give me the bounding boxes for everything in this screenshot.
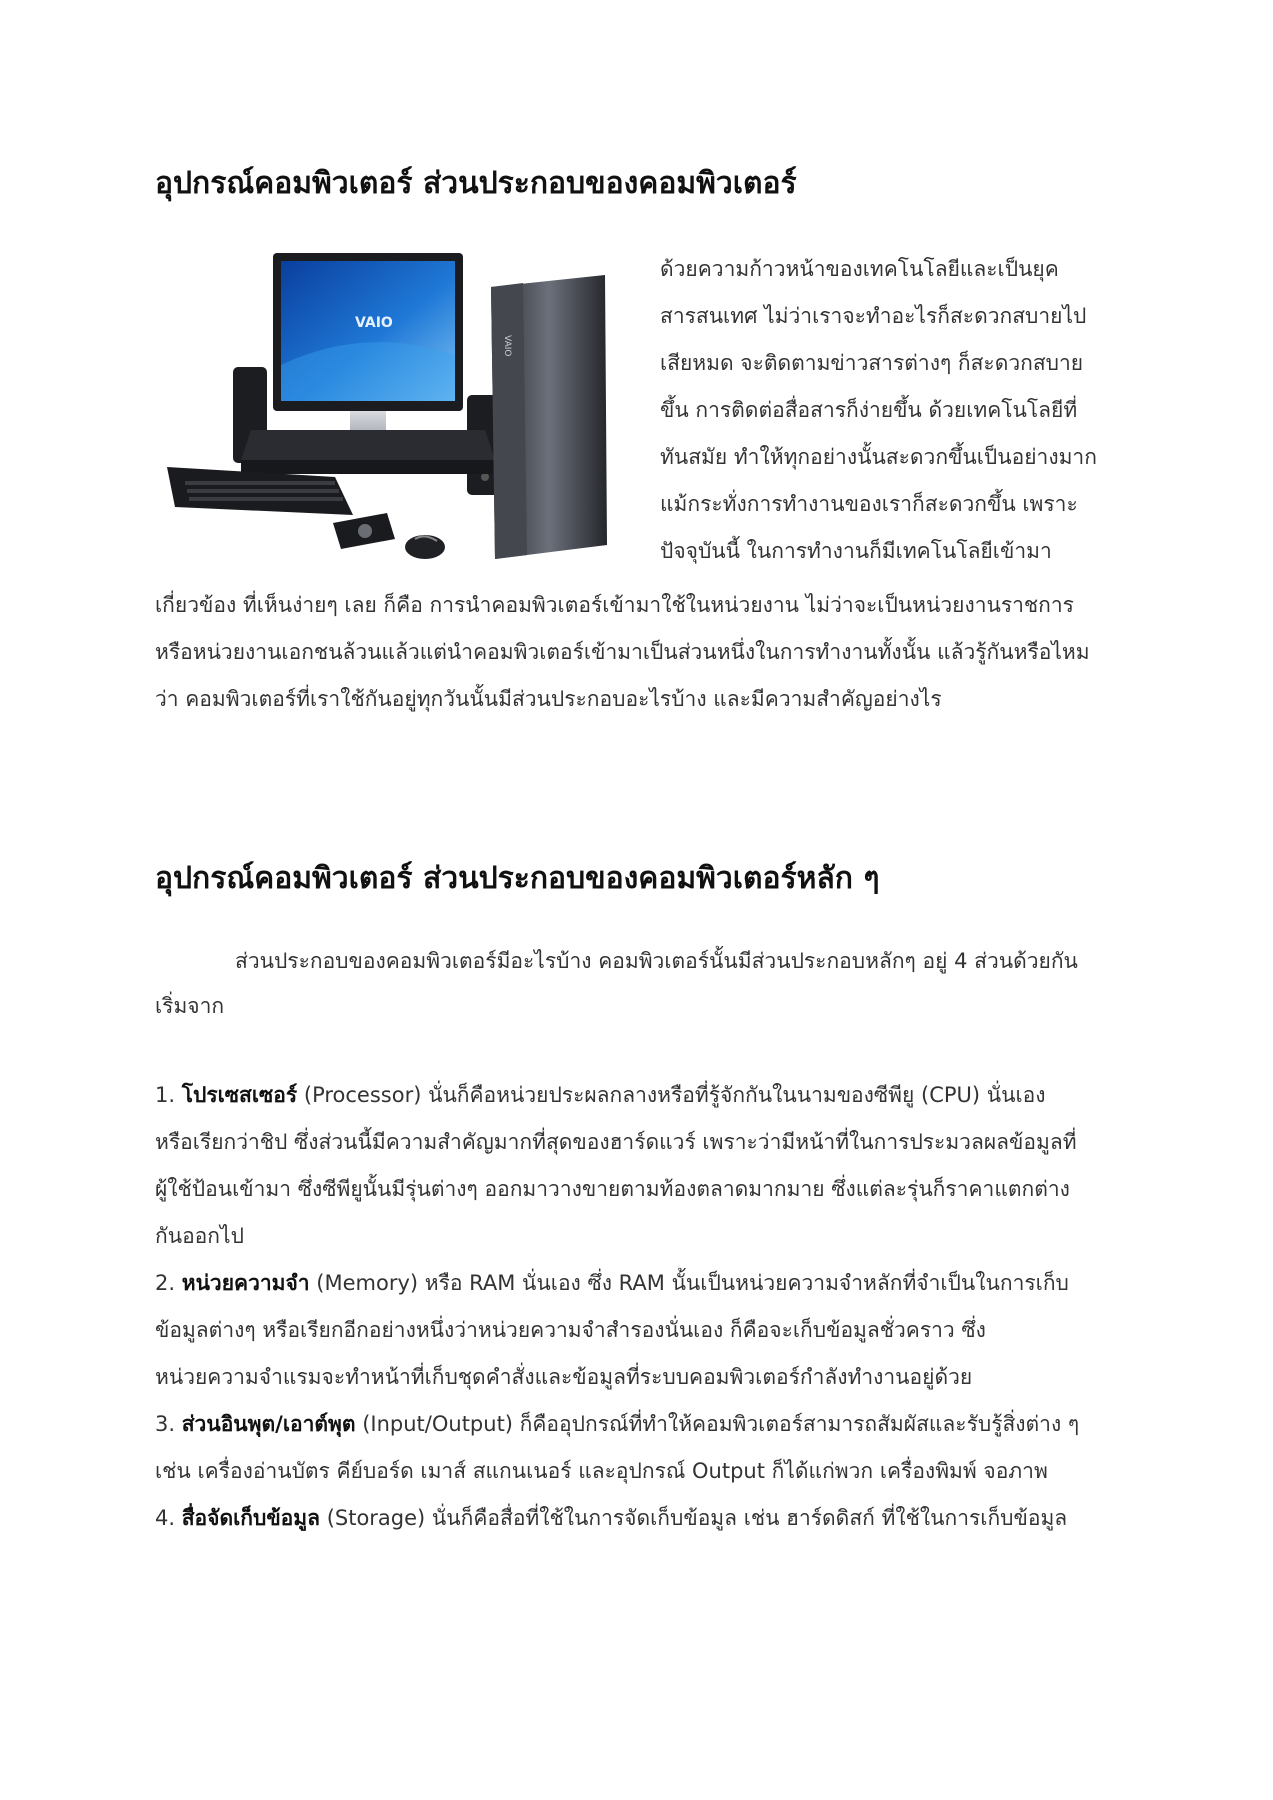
section2-title: อุปกรณ์คอมพิวเตอร์ ส่วนประกอบของคอมพิวเตอร์หลัก ๆ (155, 861, 880, 896)
list-item-memory: 2. หน่วยความจำ (Memory) หรือ RAM นั่นเอง ซึ่ง RAM นั้นเป็นหน่วยความจำหลักที่จำเป็นในการเก็บ (155, 1271, 1069, 1295)
paragraph-line: ด้วยความก้าวหน้าของเทคโนโลยีและเป็นยุค (660, 257, 1059, 281)
list-item-line: เช่น เครื่องอ่านบัตร คีย์บอร์ด เมาส์ สแกนเนอร์ และอุปกรณ์ Output ก็ได้แก่พวก เครื่องพิมพ์ จอภาพ (155, 1459, 1048, 1483)
section1-title: อุปกรณ์คอมพิวเตอร์ ส่วนประกอบของคอมพิวเตอร์ (155, 166, 797, 201)
term-storage: สื่อจัดเก็บข้อมูล (181, 1506, 321, 1530)
paragraph-line: แม้กระทั่งการทำงานของเราก็สะดวกขึ้น เพราะ (660, 492, 1078, 516)
list-item-line: ข้อมูลต่างๆ หรือเรียกอีกอย่างหนึ่งว่าหน่วยความจำสำรองนั่นเอง ก็คือจะเก็บข้อมูลชั่วคราว ซึ่ง (155, 1318, 986, 1342)
term-processor: โปรเซสเซอร์ (181, 1083, 298, 1107)
lead-line: ส่วนประกอบของคอมพิวเตอร์มีอะไรบ้าง คอมพิวเตอร์นั้นมีส่วนประกอบหลักๆ อยู่ 4 ส่วนด้วยกัน (235, 949, 1078, 973)
paragraph-line: หรือหน่วยงานเอกชนล้วนแล้วแต่นำคอมพิวเตอร์เข้ามาเป็นส่วนหนึ่งในการทำงานทั้งนั้น แล้วรู้กันหรือไหม (155, 640, 1090, 664)
tower-logo: VAIO (502, 335, 512, 357)
desktop-computer-photo-icon (155, 245, 635, 570)
list-item-line: กันออกไป (155, 1224, 244, 1248)
paragraph-line: เสียหมด จะติดตามข่าวสารต่างๆ ก็สะดวกสบาย (660, 351, 1084, 375)
list-item-line: หน่วยความจำแรมจะทำหน้าที่เก็บชุดคำสั่งและข้อมูลที่ระบบคอมพิวเตอร์กำลังทำงานอยู่ด้วย (155, 1365, 973, 1389)
list-item-input-output: 3. ส่วนอินพุต/เอาต์พุต (Input/Output) ก็คืออุปกรณ์ที่ทำให้คอมพิวเตอร์สามารถสัมผัสและรับรู้สิ่งต่าง ๆ (155, 1412, 1080, 1436)
list-item-line: หรือเรียกว่าชิป ซึ่งส่วนนี้มีความสำคัญมากที่สุดของฮาร์ดแวร์ เพราะว่ามีหน้าที่ในการประมวลผลข้อมูลที่ (155, 1130, 1077, 1154)
paragraph-line: ขึ้น การติดต่อสื่อสารก็ง่ายขึ้น ด้วยเทคโนโลยีที่ (660, 398, 1078, 422)
lead-line: เริ่มจาก (155, 994, 225, 1018)
term-memory: หน่วยความจำ (181, 1271, 310, 1295)
list-item-processor: 1. โปรเซสเซอร์ (Processor) นั่นก็คือหน่วยประผลกลางหรือที่รู้จักกันในนามของซีพียู (CPU) นั่นเอง (155, 1083, 1046, 1107)
paragraph-line: สารสนเทศ ไม่ว่าเราจะทำอะไรก็สะดวกสบายไป (660, 304, 1087, 328)
paragraph-line: เกี่ยวข้อง ที่เห็นง่ายๆ เลย ก็คือ การนำคอมพิวเตอร์เข้ามาใช้ในหน่วยงาน ไม่ว่าจะเป็นหน่วยงานราชการ (155, 593, 1074, 617)
paragraph-line: ทันสมัย ทำให้ทุกอย่างนั้นสะดวกขึ้นเป็นอย่างมาก (660, 445, 1097, 469)
monitor-logo: VAIO (355, 315, 393, 331)
list-item-line: ผู้ใช้ป้อนเข้ามา ซึ่งซีพียูนั้นมีรุ่นต่างๆ ออกมาวางขายตามท้องตลาดมากมาย ซึ่งแต่ละรุ่นก็ราคาแตกต่าง (155, 1177, 1070, 1201)
paragraph-line: ว่า คอมพิวเตอร์ที่เราใช้กันอยู่ทุกวันนั้นมีส่วนประกอบอะไรบ้าง และมีความสำคัญอย่างไร (155, 687, 942, 711)
paragraph-line: ปัจจุบันนี้ ในการทำงานก็มีเทคโนโลยีเข้ามา (660, 539, 1052, 563)
term-input-output: ส่วนอินพุต/เอาต์พุต (181, 1412, 356, 1436)
list-item-storage: 4. สื่อจัดเก็บข้อมูล (Storage) นั่นก็คือสื่อที่ใช้ในการจัดเก็บข้อมูล เช่น ฮาร์ดดิสก์ ที่ใช้ในการเก็บข้อมูล (155, 1506, 1068, 1530)
